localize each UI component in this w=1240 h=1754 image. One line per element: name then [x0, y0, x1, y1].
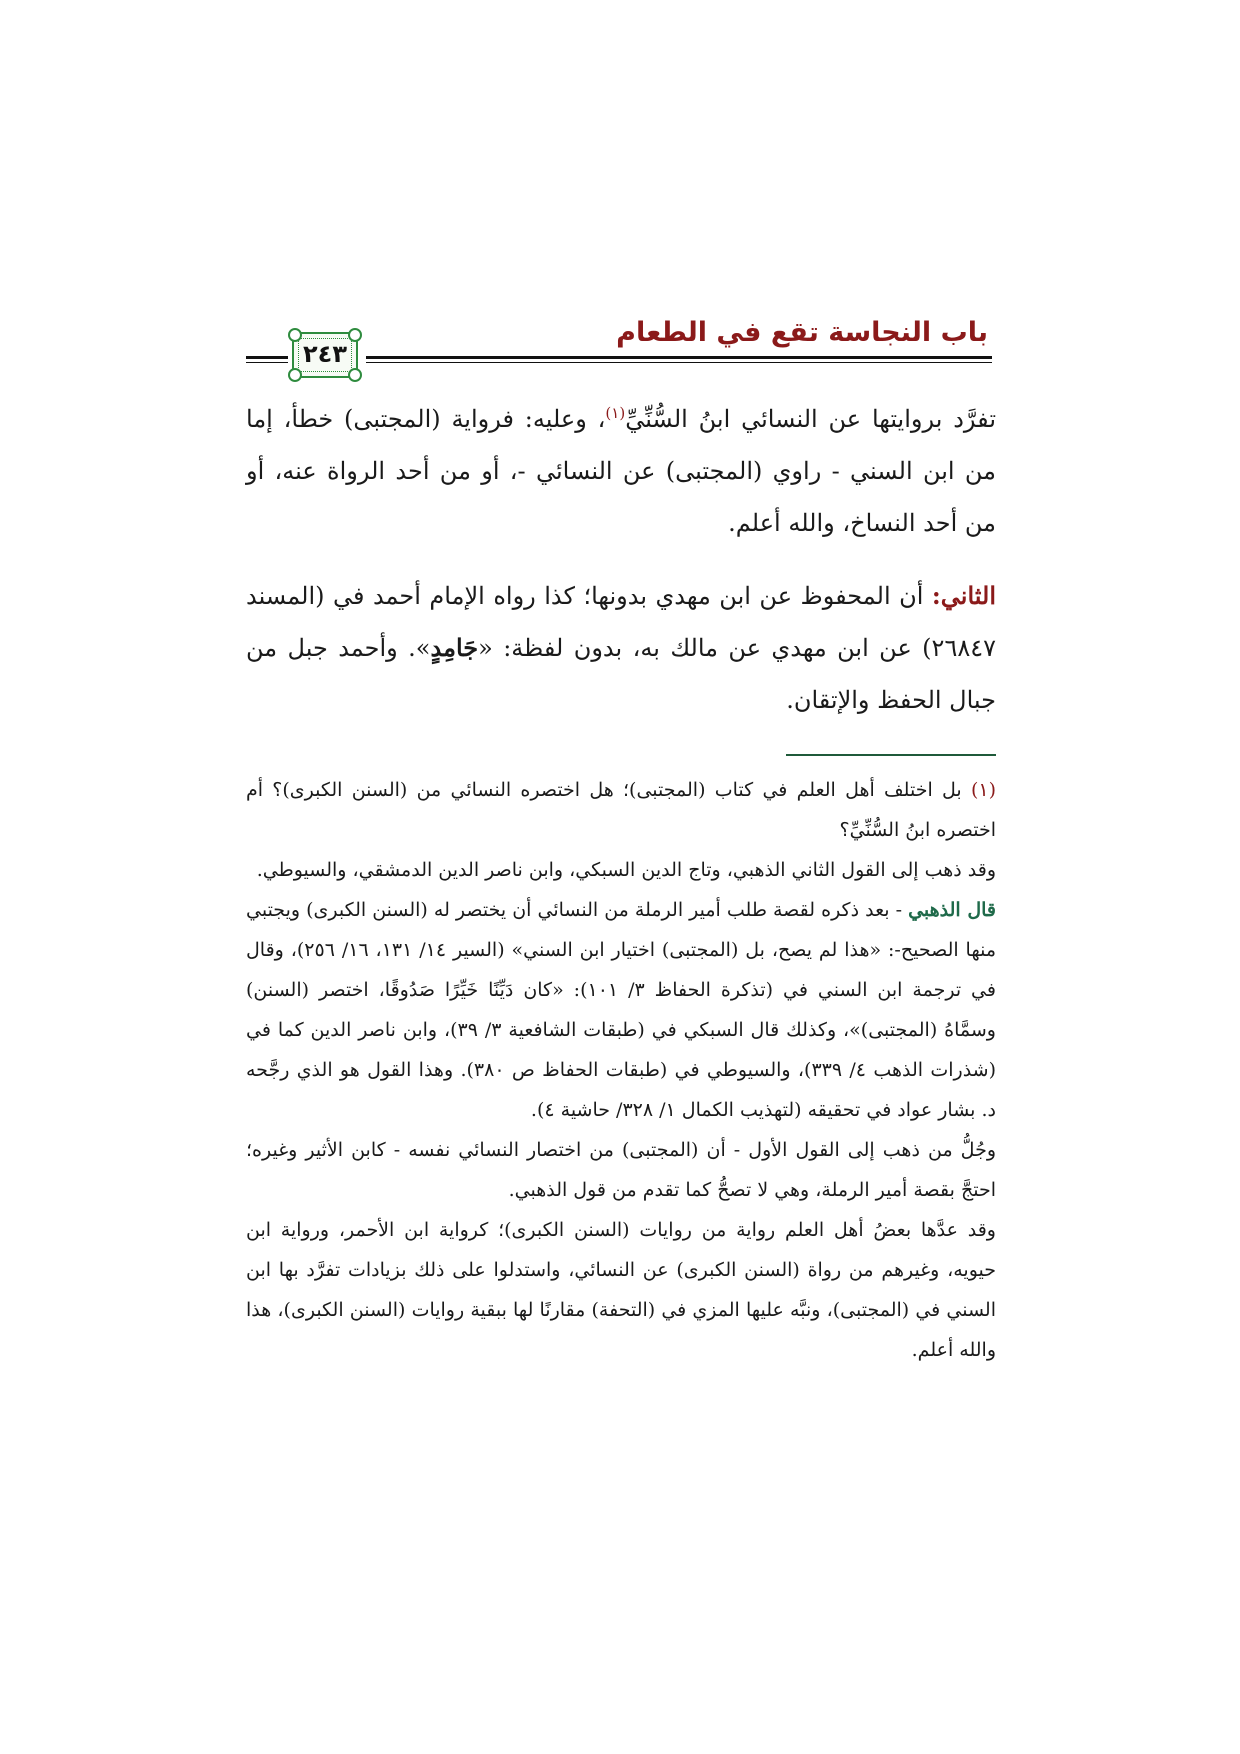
footnote-paragraph: وقد عدَّها بعضُ أهل العلم رواية من روايات (السنن الكبرى)؛ كرواية ابن الأحمر، ورواية ابن حيويه، وغيرهم من رواة (السنن الكبرى) عن النسائي، واستدلوا على ذلك بزيادات تفرَّد بها ابن السني في (المجتبى)، ونبَّه عليها المزي في (التحفة) مقارنًا لها ببقية روايات (السنن الكبرى)، هذا والله أعلم.: [246, 1219, 996, 1361]
running-title: باب النجاسة تقع في الطعام: [616, 317, 988, 348]
footnote-paragraph: وجُلُّ من ذهب إلى القول الأول - أن (المجتبى) من اختصار النسائي نفسه - كابن الأثير وغيره؛ احتجَّ بقصة أمير الرملة، وهي لا تصحُّ كما تقدم من قول الذهبي.: [246, 1139, 996, 1201]
footnote-paragraph: [246, 890, 996, 1130]
header-rule: [366, 356, 992, 359]
footnote-reference[interactable]: (١): [605, 404, 626, 422]
footnote-separator: [786, 754, 996, 756]
quoted-word: جَامِدٍ: [430, 633, 479, 662]
footnote-text: بل اختلف أهل العلم في كتاب (المجتبى)؛ هل اختصره النسائي من (السنن الكبرى)؟ أم اختصره ابنُ السُّنِّيِّ؟: [246, 779, 996, 841]
ornament-corner: [348, 368, 362, 382]
footnote-1: [246, 770, 996, 850]
body-text: ، وعليه: فرواية (المجتبى) خطأ، إما من ابن السني - راوي (المجتبى) عن النسائي -، أو من أحد الرواة عنه، أو من أحد النساخ، والله أعلم.: [246, 405, 996, 537]
footnotes: [246, 770, 996, 1370]
page-number-frame: [292, 332, 358, 378]
body-paragraph-1: [246, 393, 996, 549]
header-rule: [246, 362, 288, 363]
paragraph-lead: الثاني:: [931, 581, 996, 610]
body-text: تفرَّد بروايتها عن النسائي ابنُ السُّنِّيِّ: [625, 405, 996, 433]
body-text: أن المحفوظ عن ابن مهدي بدونها؛ كذا رواه الإمام أحمد في (المسند ٢٦٨٤٧) عن ابن مهدي عن مالك به، بدون لفظة: «: [246, 582, 996, 662]
footnote-lead: قال الذهبي: [908, 899, 997, 921]
body-text: ». وأحمد جبل من جبال الحفظ والإتقان.: [246, 634, 996, 714]
header-rule: [366, 362, 992, 363]
header-rule: [246, 356, 288, 359]
footnote-paragraph: وقد ذهب إلى القول الثاني الذهبي، وتاج الدين السبكي، وابن ناصر الدين الدمشقي، والسيوطي.: [256, 859, 996, 881]
ornament-corner: [288, 368, 302, 382]
footnote-number: (١): [970, 779, 996, 801]
page-number: ٢٤٣: [303, 340, 347, 368]
footnote-text: - بعد ذكره لقصة طلب أمير الرملة من النسائي أن يختصر له (السنن الكبرى) ويجتبي منها الصحيح-: «هذا لم يصح، بل (المجتبى) اختيار ابن السني» (السير ١٤/ ١٣١، ١٦/ ٢٥٦)، وقال في ترجمة ابن السني في (تذكرة الحفاظ ٣/ ١٠١): «كان دَيِّنًا خَيِّرًا صَدُوقًا، اختصر (السنن) وسمَّاهُ (المجتبى)»، وكذلك قال السبكي في (طبقات الشافعية ٣/ ٣٩)، وابن ناصر الدين كما في (شذرات الذهب ٤/ ٣٣٩)، والسيوطي في (طبقات الحفاظ ص ٣٨٠). وهذا القول هو الذي رجَّحه د. بشار عواد في تحقيقه (لتهذيب الكمال ١/ ٣٢٨/ حاشية ٤).: [246, 899, 997, 1121]
body-paragraph-2: [246, 570, 996, 726]
